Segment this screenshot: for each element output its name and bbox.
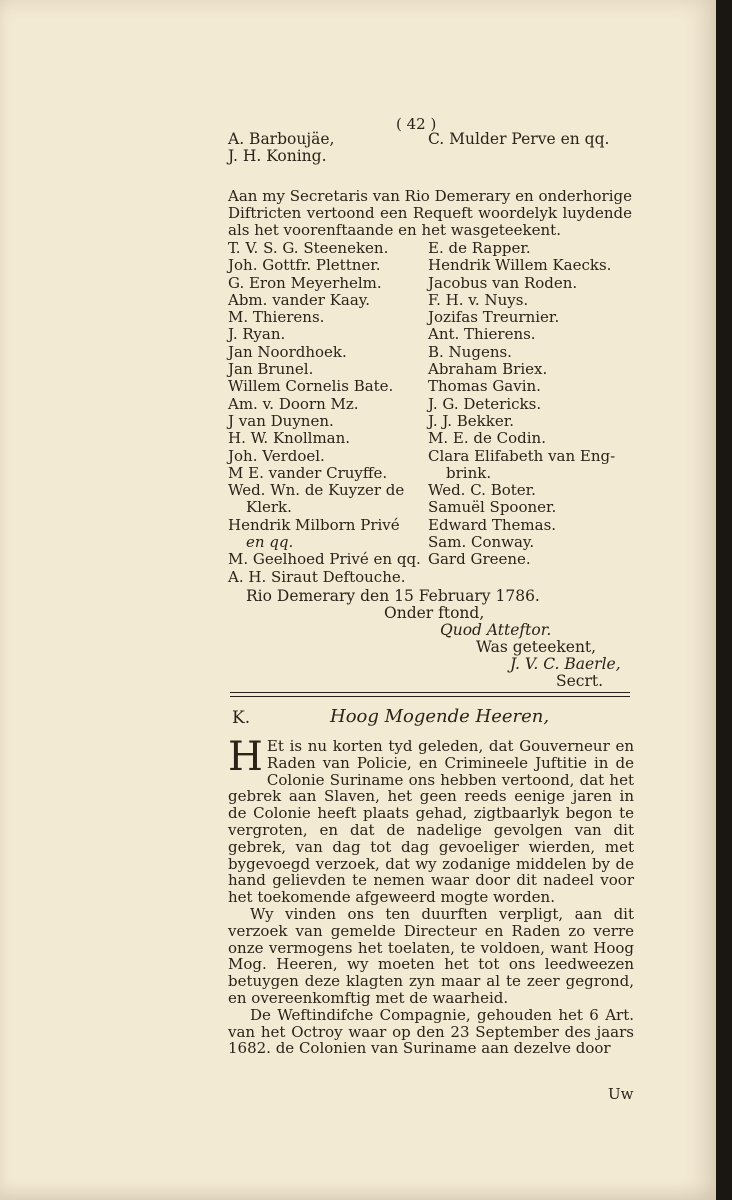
header-right: C. Mulder Perve en qq. xyxy=(428,130,610,148)
signature: Clara Elifabeth van Eng- xyxy=(428,446,616,465)
signature: Hendrik Willem Kaecks. xyxy=(428,256,612,275)
signature: M E. vander Cruyffe. xyxy=(228,463,388,482)
signature: Ant. Thierens. xyxy=(428,325,536,344)
signature: F. H. v. Nuys. xyxy=(428,290,529,309)
date-line: Rio Demerary den 15 February 1786. xyxy=(246,587,540,605)
section-divider xyxy=(230,692,630,697)
signature: Jan Brunel. xyxy=(228,360,314,379)
signature: Gard Greene. xyxy=(428,550,531,569)
signature: Jan Noordhoek. xyxy=(228,342,347,361)
drop-cap: H xyxy=(228,734,263,780)
signature: Edward Themas. xyxy=(428,515,557,534)
signatures-left-column xyxy=(228,240,426,586)
signature: Hendrik Milborn Privé xyxy=(228,515,400,534)
catchword: Uw xyxy=(608,1085,634,1103)
signature: J. G. Detericks. xyxy=(428,394,542,413)
signature: J. Ryan. xyxy=(228,325,286,344)
letter-paragraph-1 xyxy=(228,734,634,907)
letter-paragraph-2: Wy vinden ons ten duurften verpligt, aan dit verzoek van gemelde Directeur en Raden zo verre onze vermogens het toelaten, te voldoen, want Hoog Mog. Heeren, wy moeten het tot ons leedweezen betuygen deze klagten zyn maar al te zeer gegrond, en overeenkomftig met de waarheid. xyxy=(228,904,634,1007)
signer-title: Secrt. xyxy=(556,672,604,690)
signature: Abm. vander Kaay. xyxy=(228,290,371,309)
was-geteekent: Was geteekent, xyxy=(476,638,597,656)
signature: Sam. Conway. xyxy=(428,533,535,552)
onder-stond: Onder ftond, xyxy=(384,604,485,622)
signature: M. Geelhoed Privé en qq. xyxy=(228,550,421,569)
signature: T. V. S. G. Steeneken. xyxy=(228,239,389,257)
signature: en qq. xyxy=(246,533,294,552)
signer-name: J. V. C. Baerle, xyxy=(510,655,621,673)
letter-body xyxy=(228,734,634,1058)
letter-paragraph-3: De Weftindifche Compagnie, gehouden het 6 Art. van het Octroy waar op den 23 September des jaars 1682. de Colonien van Suriname aan dezelve door xyxy=(228,1005,634,1058)
header-left-1: A. Barboujäe, xyxy=(228,130,335,148)
signature: A. H. Siraut Deftouche. xyxy=(228,567,406,586)
signature: Thomas Gavin. xyxy=(428,377,541,396)
signature: H. W. Knollman. xyxy=(228,429,351,448)
signature: Wed. Wn. de Kuyzer de xyxy=(228,481,405,500)
signature: Jozifas Treurnier. xyxy=(428,308,560,327)
header-left-2: J. H. Koning. xyxy=(228,147,327,165)
signature: J van Duynen. xyxy=(228,411,334,430)
signature: E. de Rapper. xyxy=(428,239,531,257)
signature: Joh. Verdoel. xyxy=(228,446,325,465)
section-heading: Hoog Mogende Heeren, xyxy=(330,706,550,727)
signatures-right-column xyxy=(428,240,634,569)
intro-paragraph: Aan my Secretaris van Rio Demerary en onderhorige Diftricten vertoond een Requeft woordelyk luydende als het voorenftaande en het wasgeteekent. xyxy=(228,187,632,239)
signature: Samuël Spooner. xyxy=(428,498,557,517)
signature: Jacobus van Roden. xyxy=(428,273,578,292)
quod-attestor: Quod Atteftor. xyxy=(440,621,552,639)
signature: M. E. de Codin. xyxy=(428,429,546,448)
book-edge xyxy=(716,0,732,1200)
letter-paragraph-1-text: Et is nu korten tyd geleden, dat Gouverneur en Raden van Policie, en Crimineele Juftitie in de Colonie Suriname ons hebben vertoond, dat het gebrek aan Slaven, het geen reeds eenige jaren in de Colonie heeft plaats gehad, zigtbaarlyk begon te vergroten, en dat de nadelige gevolgen van dit gebrek, van dag tot dag gevoeliger wierden, met bygevoegd verzoek, dat wy zodanige middelen by de hand gelievden te nemen waar door dit nadeel voor het toekomende afgeweerd mogte worden. xyxy=(228,737,634,907)
signature: Abraham Briex. xyxy=(428,360,548,379)
signature: G. Eron Meyerhelm. xyxy=(228,273,382,292)
signature: B. Nugens. xyxy=(428,342,512,361)
signature: Joh. Gottfr. Plettner. xyxy=(228,256,381,275)
signature: Wed. C. Boter. xyxy=(428,481,536,500)
signature: J. J. Bekker. xyxy=(428,411,515,430)
signature: Klerk. xyxy=(246,498,292,517)
signature: M. Thierens. xyxy=(228,308,325,327)
signature: Willem Cornelis Bate. xyxy=(228,377,394,396)
signature: brink. xyxy=(446,463,492,482)
signature: Am. v. Doorn Mz. xyxy=(228,394,359,413)
section-letter: K. xyxy=(232,708,251,728)
page-number: ( 42 ) xyxy=(396,115,437,133)
